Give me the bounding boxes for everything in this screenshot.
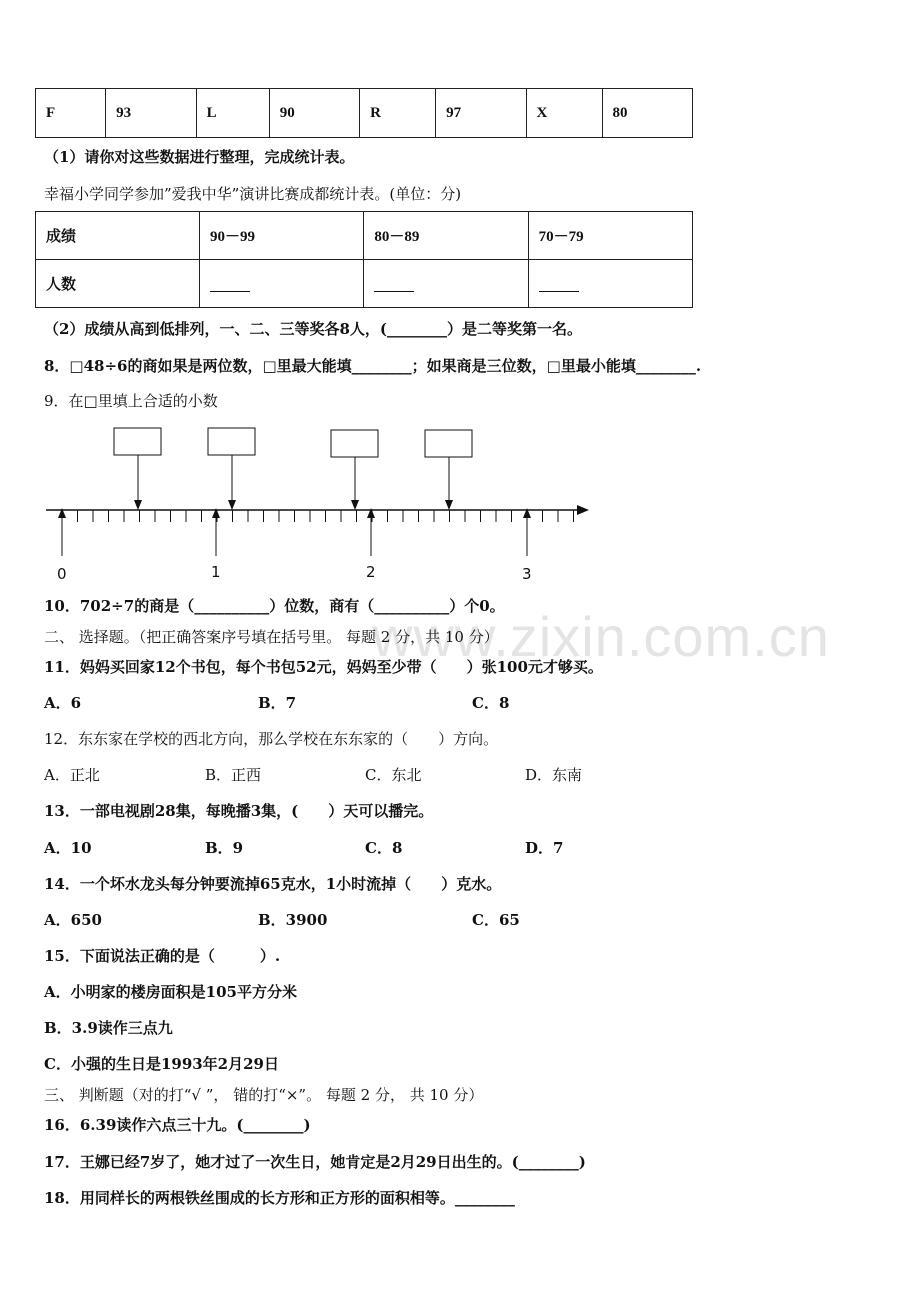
question-part-2: （2）成绩从高到低排列，一、二、三等奖各8人，(________）是二等奖第一名。 — [44, 320, 582, 338]
integer-marker — [522, 508, 532, 583]
option-a[interactable]: A．650 — [44, 911, 102, 929]
section-2-heading: 二、 选择题。（把正确答案序号填在括号里。 每题 2 分，共 10 分） — [44, 628, 499, 646]
option-c[interactable]: C．65 — [472, 911, 520, 929]
stats-table — [35, 211, 693, 308]
number-line-arrowhead — [577, 505, 589, 515]
question-8: 8．□48÷6的商如果是两位数，□里最大能填________；如果商是三位数，□里最小能填________. — [44, 357, 702, 375]
option-b[interactable]: B．3.9读作三点九 — [44, 1019, 173, 1037]
number-line-label: 2 — [366, 563, 376, 581]
table-cell: 90 — [269, 89, 359, 138]
answer-box[interactable] — [208, 428, 255, 510]
option-a[interactable]: A．正北 — [44, 766, 100, 784]
question-15: 15．下面说法正确的是（ ）. — [44, 947, 281, 965]
table-header-cell: 80－89 — [364, 212, 528, 260]
option-b[interactable]: B．9 — [205, 839, 244, 857]
answer-box[interactable] — [425, 430, 472, 510]
option-d[interactable]: D．7 — [525, 839, 564, 857]
integer-marker — [366, 508, 376, 581]
stats-table-title: 幸福小学同学参加”爱我中华”演讲比赛成都统计表。(单位：分) — [44, 185, 462, 203]
question-part-1: （1）请你对这些数据进行整理，完成统计表。 — [44, 148, 355, 166]
option-a[interactable]: A．小明家的楼房面积是105平方分米 — [44, 983, 297, 1001]
table-row-label: 人数 — [36, 260, 200, 308]
question-9: 9．在□里填上合适的小数 — [44, 392, 218, 410]
table-cell: 97 — [436, 89, 526, 138]
table-header-cell: 成绩 — [36, 212, 200, 260]
number-line-ticks — [62, 510, 574, 522]
answer-blank[interactable] — [364, 260, 528, 308]
table-cell: 80 — [602, 89, 693, 138]
answer-blank[interactable] — [528, 260, 692, 308]
question-14: 14．一个坏水龙头每分钟要流掉65克水，1小时流掉（ ）克水。 — [44, 875, 502, 893]
option-c[interactable]: C．8 — [472, 694, 510, 712]
option-d[interactable]: D．东南 — [525, 766, 583, 784]
table-header-cell: 70－79 — [528, 212, 692, 260]
question-16: 16．6.39读作六点三十九。(________) — [44, 1116, 311, 1134]
answer-box[interactable] — [331, 430, 378, 510]
question-13: 13．一部电视剧28集，每晚播3集，( ）天可以播完。 — [44, 802, 434, 820]
number-line — [40, 420, 640, 590]
table-header-cell: 90－99 — [200, 212, 364, 260]
scores-table — [35, 88, 693, 138]
number-line-label: 3 — [522, 565, 532, 583]
number-line-label: 1 — [211, 563, 221, 581]
answer-blank[interactable] — [200, 260, 364, 308]
table-row — [36, 89, 693, 138]
question-12: 12．东东家在学校的西北方向，那么学校在东东家的（ ）方向。 — [44, 730, 499, 748]
question-10: 10．702÷7的商是（__________）位数，商有（__________）个0。 — [44, 597, 505, 615]
table-cell: F — [36, 89, 106, 138]
option-b[interactable]: B．3900 — [258, 911, 328, 929]
table-cell: X — [526, 89, 602, 138]
option-a[interactable]: A．10 — [44, 839, 92, 857]
option-c[interactable]: C．8 — [365, 839, 403, 857]
question-18: 18．用同样长的两根铁丝围成的长方形和正方形的面积相等。________ — [44, 1189, 515, 1207]
table-cell: 93 — [106, 89, 196, 138]
table-row — [36, 260, 693, 308]
answer-box[interactable] — [114, 428, 161, 510]
option-c[interactable]: C．小强的生日是1993年2月29日 — [44, 1055, 279, 1073]
option-b[interactable]: B．7 — [258, 694, 297, 712]
option-b[interactable]: B．正西 — [205, 766, 262, 784]
table-cell: L — [196, 89, 269, 138]
section-3-heading: 三、 判断题（对的打“√ ”， 错的打“×”。 每题 2 分， 共 10 分） — [44, 1086, 484, 1104]
integer-marker — [57, 508, 67, 583]
watermark: www.zixin.com.cn — [372, 605, 830, 668]
question-17: 17．王娜已经7岁了，她才过了一次生日，她肯定是2月29日出生的。(________) — [44, 1153, 586, 1171]
question-11: 11．妈妈买回家12个书包，每个书包52元，妈妈至少带（ ）张100元才够买。 — [44, 658, 603, 676]
table-row — [36, 212, 693, 260]
option-c[interactable]: C．东北 — [365, 766, 422, 784]
option-a[interactable]: A．6 — [44, 694, 82, 712]
number-line-label: 0 — [57, 565, 67, 583]
table-cell: R — [360, 89, 436, 138]
integer-marker — [211, 508, 221, 581]
